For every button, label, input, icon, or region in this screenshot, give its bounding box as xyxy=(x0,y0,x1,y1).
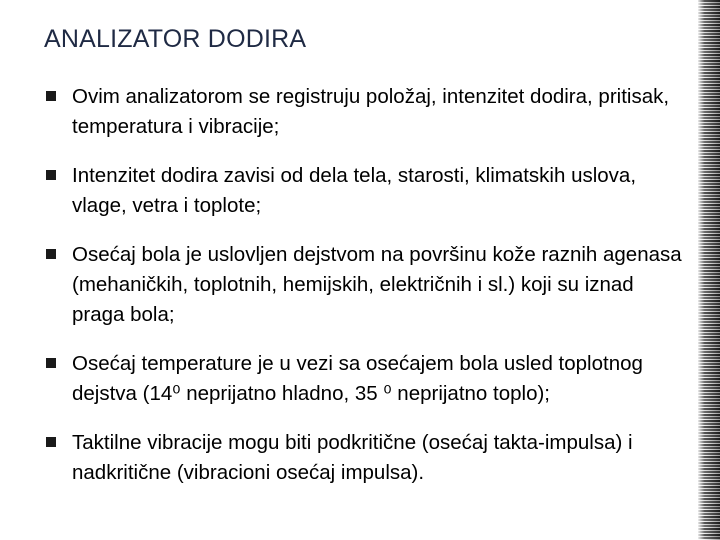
slide-title: ANALIZATOR DODIRA xyxy=(44,25,307,53)
decorative-edge-strip xyxy=(698,0,720,540)
bullet-text: Intenzitet dodira zavisi od dela tela, starosti, klimatskih uslova, vlage, vetra i toplote; xyxy=(72,164,637,217)
square-bullet-icon xyxy=(46,437,56,447)
bullet-text: Osećaj bola je uslovljen dejstvom na površinu kože raznih agenasa (mehaničkih, toplotnih, hemijskih, električnih i sl.) koji su iznad praga bola; xyxy=(72,243,682,326)
bullet-item xyxy=(44,82,684,142)
bullet-text: Taktilne vibracije mogu biti podkritične (osećaj takta-impulsa) i nadkritične (vibracioni osećaj impulsa). xyxy=(72,431,633,484)
bullet-item xyxy=(44,240,684,330)
square-bullet-icon xyxy=(46,91,56,101)
square-bullet-icon xyxy=(46,249,56,259)
bullet-item xyxy=(44,428,684,488)
bullet-text: Ovim analizatorom se registruju položaj, intenzitet dodira, pritisak, temperatura i vibracije; xyxy=(72,85,670,138)
bullet-item xyxy=(44,161,684,221)
bullet-text: Osećaj temperature je u vezi sa osećajem bola usled toplotnog dejstva (14⁰ neprijatno hladno, 35 ⁰ neprijatno toplo); xyxy=(72,352,643,405)
square-bullet-icon xyxy=(46,170,56,180)
bullet-item xyxy=(44,349,684,409)
square-bullet-icon xyxy=(46,358,56,368)
bullet-list xyxy=(44,82,684,507)
